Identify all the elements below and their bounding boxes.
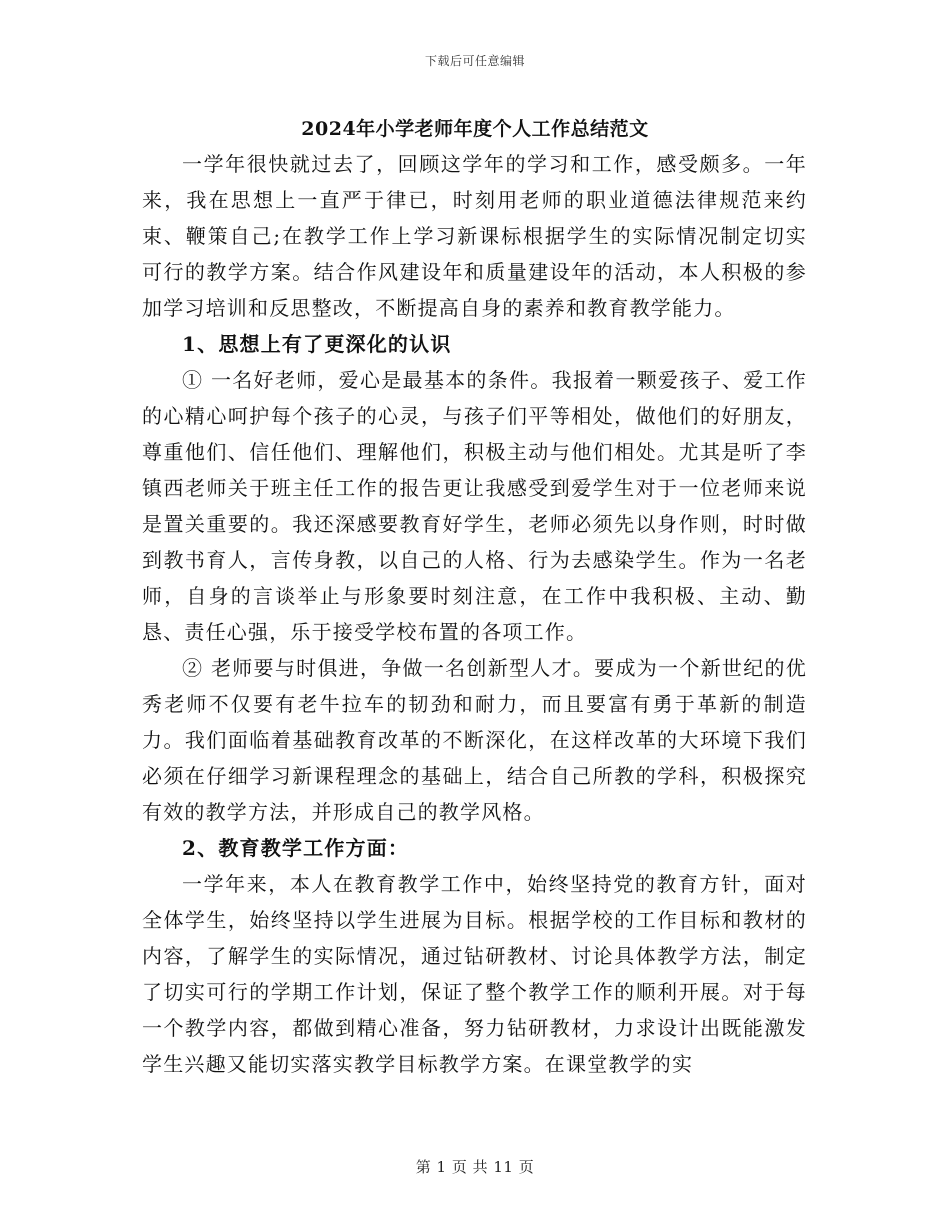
section-1-paragraph-1: ① 一名好老师，爱心是最基本的条件。我报着一颗爱孩子、爱工作的心精心呵护每个孩子的心灵，与孩子们平等相处，做他们的好朋友，尊重他们、信任他们、理解他们，积极主动与他们相处。尤其是听了李镇西老师关于班主任工作的报告更让我感受到爱学生对于一位老师来说是置关重要的。我还深感要教育好学生，老师必须先以身作则，时时做到教书育人，言传身教，以自己的人格、行为去感染学生。作为一名老师，自身的言谈举止与形象要时刻注意，在工作中我积极、主动、勤恳、责任心强，乐于接受学校布置的各项工作。 bbox=[142, 368, 807, 644]
section-2-paragraph-1: 一学年来，本人在教育教学工作中，始终坚持党的教育方针，面对全体学生，始终坚持以学生进展为目标。根据学校的工作目标和教材的内容，了解学生的实际情况，通过钻研教材、讨论具体教学方法，制定了切实可行的学期工作计划，保证了整个教学工作的顺利开展。对于每一个教学内容，都做到精心准备，努力钻研教材，力求设计出既能激发学生兴趣又能切实落实教学目标教学方案。在课堂教学的实 bbox=[142, 872, 807, 1076]
section-2-heading: 2、教育教学工作方面： bbox=[182, 836, 410, 860]
header-note: 下载后可任意编辑 bbox=[424, 54, 525, 68]
section-1-heading: 1、思想上有了更深化的认识 bbox=[182, 332, 452, 356]
document-body bbox=[142, 146, 807, 1082]
section-1-paragraph-2: ② 老师要与时俱进，争做一名创新型人才。要成为一个新世纪的优秀老师不仅要有老牛拉车的韧劲和耐力，而且要富有勇于革新的制造力。我们面临着基础教育改革的不断深化，在这样改革的大环境下我们必须在仔细学习新课程理念的基础上，结合自己所教的学科，积极探究有效的教学方法，并形成自己的教学风格。 bbox=[142, 656, 807, 824]
document-title: 2024年小学老师年度个人工作总结范文 bbox=[301, 118, 649, 140]
page-footer: 第 1 页 共 11 页 bbox=[415, 1158, 535, 1176]
intro-paragraph: 一学年很快就过去了，回顾这学年的学习和工作，感受颇多。一年来，我在思想上一直严于律已，时刻用老师的职业道德法律规范来约束、鞭策自己;在教学工作上学习新课标根据学生的实际情况制定切实可行的教学方案。结合作风建设年和质量建设年的活动，本人积极的参加学习培训和反思整改，不断提高自身的素养和教育教学能力。 bbox=[142, 152, 807, 320]
